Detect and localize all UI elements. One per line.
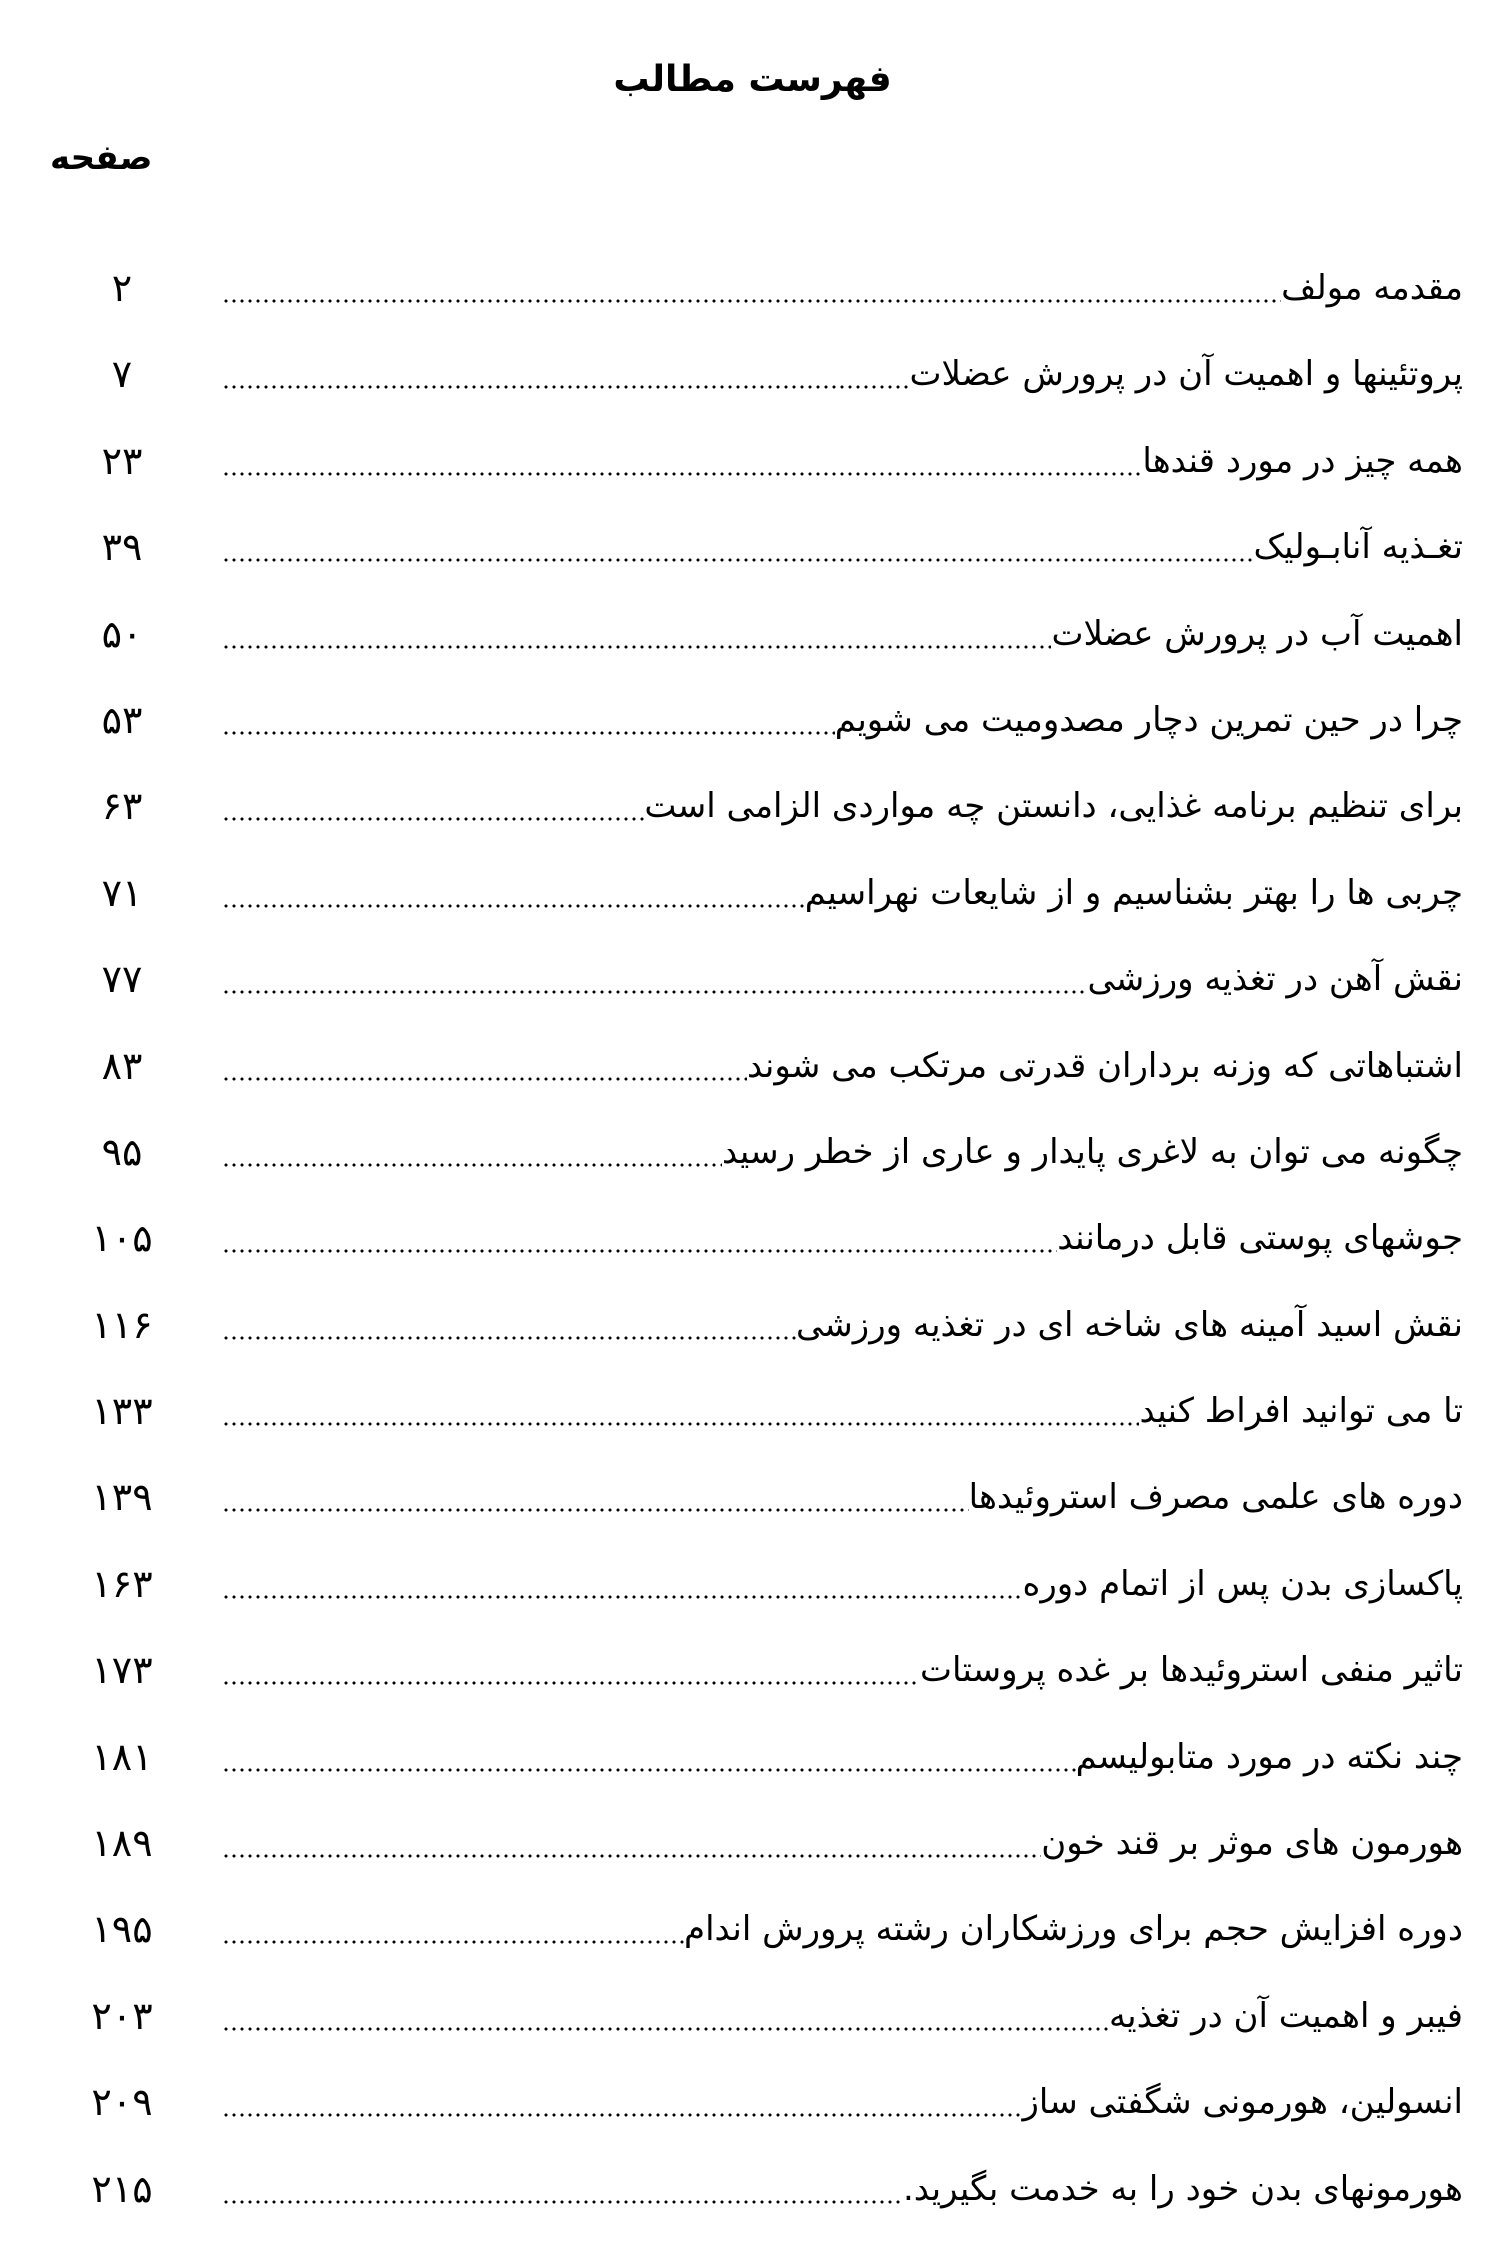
toc-entry-line	[222, 936, 1463, 1022]
toc-entry	[0, 1800, 1505, 1886]
dot-leader	[222, 904, 805, 908]
dot-leader	[222, 472, 1142, 476]
toc-page-number: ۱۱۶	[91, 1302, 153, 1347]
toc-entry-title: چربی ها را بهتر بشناسیم و از شایعات نهراسیم	[804, 872, 1463, 913]
toc-entry-title: پروتئینها و اهمیت آن در پرورش عضلات	[909, 354, 1463, 395]
dot-leader	[222, 1854, 1041, 1858]
dot-leader	[222, 1595, 1023, 1599]
toc-entry-line	[222, 1800, 1463, 1886]
toc-entry-line	[222, 1627, 1463, 1713]
toc-entry-title: چند نکته در مورد متابولیسم	[1075, 1736, 1463, 1777]
toc-entry	[0, 504, 1505, 590]
toc-entry	[0, 1886, 1505, 1972]
toc-page-number: ۶۳	[101, 784, 143, 829]
toc-entry-title: تا می توانید افراط کنید	[1139, 1391, 1463, 1432]
toc-entry	[0, 677, 1505, 763]
toc-entry-title: جوشهای پوستی قابل درمانند	[1057, 1218, 1463, 1259]
toc-entry-title: دوره های علمی مصرف استروئیدها	[968, 1477, 1463, 1518]
toc-entry	[0, 245, 1505, 331]
toc-entry-title: اهمیت آب در پرورش عضلات	[1051, 613, 1463, 654]
toc-page-number: ۲۰۳	[91, 1993, 153, 2038]
dot-leader	[222, 1077, 747, 1081]
dot-leader	[222, 2200, 903, 2204]
toc-entry	[0, 1195, 1505, 1281]
dot-leader	[222, 1940, 684, 1944]
toc-entry-line	[222, 1368, 1463, 1454]
toc-entry-title: اشتباهاتی که وزنه برداران قدرتی مرتکب می شوند	[747, 1045, 1463, 1086]
dot-leader	[222, 731, 835, 735]
toc-entry	[0, 1627, 1505, 1713]
toc-entry	[0, 850, 1505, 936]
toc-entry-title: چگونه می توان به لاغری پایدار و عاری از خطر رسید	[722, 1131, 1463, 1172]
toc-page-number: ۱۳۹	[91, 1475, 153, 1520]
toc-entry	[0, 418, 1505, 504]
toc-entry	[0, 1973, 1505, 2059]
toc-entry-title: چرا در حین تمرین دچار مصدومیت می شویم	[834, 699, 1463, 740]
toc-entry-line	[222, 763, 1463, 849]
dot-leader	[222, 1508, 969, 1512]
toc-entry-title: نقش آهن در تغذیه ورزشی	[1087, 959, 1463, 1000]
dot-leader	[222, 2113, 1022, 2117]
toc-entry-title: هورمونهای بدن خود را به خدمت بگیرید.	[902, 2168, 1463, 2209]
toc-entry-line	[222, 1714, 1463, 1800]
toc-entry-line	[222, 1541, 1463, 1627]
dot-leader	[222, 2027, 1109, 2031]
page-title: فهرست مطالب	[613, 59, 892, 100]
toc-entry-line	[222, 418, 1463, 504]
toc-entry-title: همه چیز در مورد قندها	[1142, 440, 1463, 481]
toc-entry	[0, 936, 1505, 1022]
dot-leader	[222, 1163, 722, 1167]
toc-page-number: ۱۹۵	[91, 1907, 153, 1952]
toc-entry-title: فیبر و اهمیت آن در تغذیه	[1108, 1995, 1463, 2036]
toc-entry-line	[222, 1109, 1463, 1195]
dot-leader	[222, 385, 910, 389]
dot-leader	[222, 990, 1087, 994]
toc-page-number: ۱۸۹	[91, 1821, 153, 1866]
toc-entry-line	[222, 331, 1463, 417]
toc-entry	[0, 1714, 1505, 1800]
toc-entry-line	[222, 1195, 1463, 1281]
toc-page-number: ۷۷	[101, 957, 143, 1002]
toc-entry-line	[222, 245, 1463, 331]
toc-entry-line	[222, 1282, 1463, 1368]
toc-entry-title: پاکسازی بدن پس از اتمام دوره	[1022, 1563, 1463, 1604]
toc-entry-line	[222, 1454, 1463, 1540]
toc-page-number: ۱۳۳	[91, 1389, 153, 1434]
table-of-contents	[0, 245, 1505, 2232]
toc-page-number: ۱۷۳	[91, 1648, 153, 1693]
toc-page-number: ۲۳	[101, 438, 143, 483]
toc-entry	[0, 763, 1505, 849]
toc-entry	[0, 2059, 1505, 2145]
toc-entry-line	[222, 1886, 1463, 1972]
toc-page-number: ۱۶۳	[91, 1561, 153, 1606]
dot-leader	[222, 1422, 1139, 1426]
toc-entry-title: تاثیر منفی استروئیدها بر غده پروستات	[919, 1650, 1463, 1691]
toc-page-number: ۳۹	[101, 525, 143, 570]
toc-entry	[0, 1368, 1505, 1454]
toc-entry-title: انسولین، هورمونی شگفتی ساز	[1022, 2082, 1463, 2123]
toc-page-number: ۹۵	[101, 1129, 143, 1174]
toc-entry	[0, 1541, 1505, 1627]
toc-page-number: ۷۱	[101, 870, 143, 915]
dot-leader	[222, 1768, 1076, 1772]
toc-page-number: ۵۰	[101, 611, 143, 656]
toc-entry	[0, 591, 1505, 677]
toc-entry-line	[222, 677, 1463, 763]
toc-page-number: ۱۸۱	[91, 1734, 153, 1779]
toc-entry	[0, 1023, 1505, 1109]
dot-leader	[222, 1681, 920, 1685]
toc-entry	[0, 2146, 1505, 2232]
toc-entry-title: برای تنظیم برنامه غذایی، دانستن چه مواردی الزامی است	[644, 786, 1463, 827]
toc-entry-line	[222, 850, 1463, 936]
dot-leader	[222, 1336, 796, 1340]
dot-leader	[222, 645, 1051, 649]
toc-entry	[0, 1109, 1505, 1195]
dot-leader	[222, 1249, 1057, 1253]
toc-entry	[0, 1454, 1505, 1540]
toc-page-number: ۱۰۵	[91, 1216, 153, 1261]
toc-page-number: ۲	[111, 266, 133, 310]
toc-page-number: ۲۰۹	[91, 2080, 153, 2125]
toc-entry-title: هورمون های موثر بر قند خون	[1041, 1823, 1463, 1864]
toc-entry-line	[222, 2059, 1463, 2145]
dot-leader	[222, 817, 644, 821]
toc-entry-line	[222, 2146, 1463, 2232]
page-column-label: صفحه	[50, 138, 153, 178]
toc-entry-line	[222, 504, 1463, 590]
toc-entry-line	[222, 591, 1463, 677]
toc-entry-line	[222, 1973, 1463, 2059]
toc-entry-title: دوره افزایش حجم برای ورزشکاران رشته پرورش اندام	[684, 1909, 1463, 1950]
toc-entry-line	[222, 1023, 1463, 1109]
dot-leader	[222, 558, 1254, 562]
toc-page-number: ۷	[111, 352, 133, 397]
toc-entry	[0, 331, 1505, 417]
toc-entry-title: مقدمه مولف	[1281, 268, 1463, 308]
dot-leader	[222, 299, 1281, 303]
toc-entry	[0, 1282, 1505, 1368]
toc-page-number: ۵۳	[101, 697, 143, 742]
toc-entry-title: تغـذیه آنابـولیک	[1253, 527, 1463, 568]
toc-page-number: ۸۳	[101, 1043, 143, 1088]
toc-page-number: ۲۱۵	[91, 2166, 153, 2211]
toc-entry-title: نقش اسید آمینه های شاخه ای در تغذیه ورزشی	[795, 1304, 1463, 1345]
